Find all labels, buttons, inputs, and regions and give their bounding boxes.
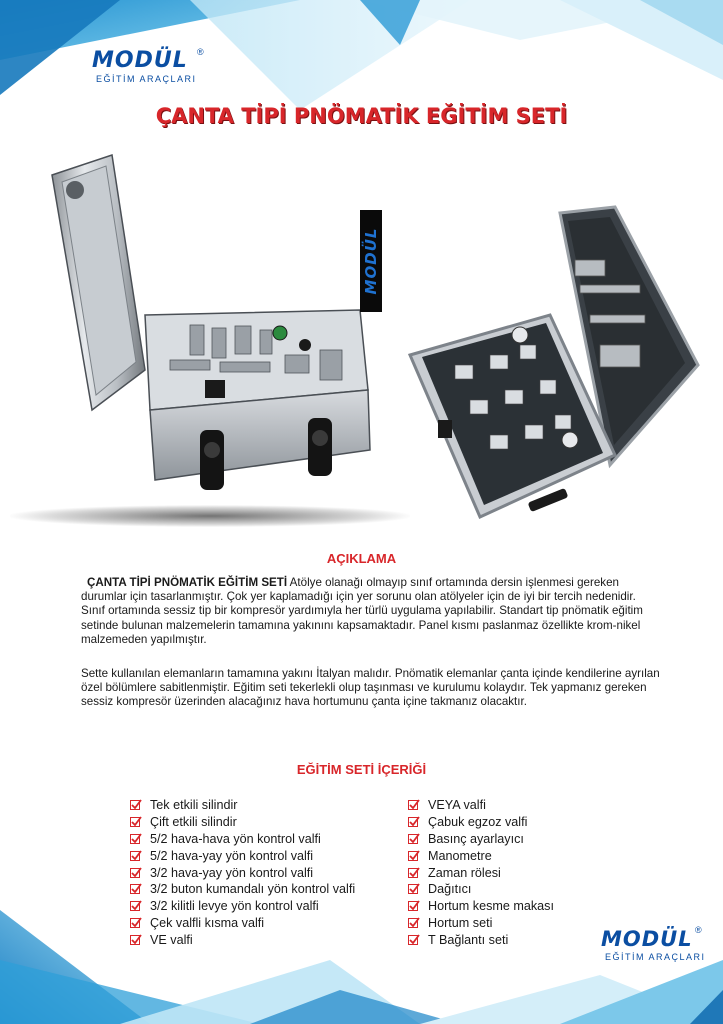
contents-list-item	[408, 864, 554, 881]
vertical-brand-logo	[360, 210, 382, 312]
brand-name: MODÜL	[92, 48, 188, 73]
contents-item-label: Çabuk egzoz valfi	[428, 815, 528, 830]
checkbox-checked-icon	[408, 800, 418, 810]
contents-list-item	[130, 881, 355, 898]
checkbox-checked-icon	[408, 868, 418, 878]
contents-list-item	[130, 898, 355, 915]
contents-item-label: Zaman rölesi	[428, 865, 501, 880]
checkbox-checked-icon	[130, 834, 140, 844]
checkbox-checked-icon	[408, 834, 418, 844]
footer-registered-mark: ®	[695, 925, 702, 935]
contents-item-label: Çift etkili silindir	[150, 815, 237, 830]
description-product-name: ÇANTA TİPİ PNÖMATİK EĞİTİM SETİ	[87, 576, 288, 589]
contents-item-label: Manometre	[428, 848, 492, 863]
brand-tagline: EĞİTİM ARAÇLARI	[96, 74, 197, 84]
checkbox-checked-icon	[130, 901, 140, 911]
contents-list-item	[130, 797, 355, 814]
contents-item-label: VEYA valfi	[428, 798, 486, 813]
contents-list-item	[130, 831, 355, 848]
brand-logo	[92, 47, 212, 84]
contents-list-left	[130, 797, 355, 948]
contents-list-item	[130, 931, 355, 948]
contents-list-item	[130, 915, 355, 932]
description-paragraph-1-text: Atölye olanağı olmayıp sınıf ortamında dersin işlenmesi gereken durumlar için tasarlanmıştır. Çok yer kaplamadığı için yer sorunu olan atölyeler için de iyi bir tercih nedenidir. Sınıf ortamında sessiz tip bir kompresör yardımıyla her türlü uygulama yapılabilir. Standart tip pnömatik eğitim setinde bulunan malzemelerin tamamına yakınını kapsamaktadır. Panel kısmı paslanmaz özellikte krom-nikel malzemeden yapılmıştır.	[81, 576, 643, 646]
checkbox-checked-icon	[408, 918, 418, 928]
description-paragraph-1	[81, 576, 661, 647]
contents-item-label: Basınç ayarlayıcı	[428, 831, 524, 846]
contents-heading: EĞİTİM SETİ İÇERİĞİ	[296, 762, 427, 777]
contents-list-item	[408, 915, 554, 932]
contents-item-label: T Bağlantı seti	[428, 932, 509, 947]
registered-mark: ®	[197, 47, 204, 57]
checkbox-checked-icon	[408, 817, 418, 827]
contents-list-item	[408, 847, 554, 864]
contents-list-item	[408, 797, 554, 814]
contents-item-label: Dağıtıcı	[428, 882, 472, 897]
checkbox-checked-icon	[408, 901, 418, 911]
contents-item-label: Hortum seti	[428, 915, 493, 930]
footer-brand-name: MODÜL	[601, 927, 693, 951]
checkbox-checked-icon	[130, 918, 140, 928]
page-title: ÇANTA TİPİ PNÖMATİK EĞİTİM SETİ	[155, 104, 568, 128]
footer-brand-logo	[601, 925, 711, 962]
vertical-brand-name: MODÜL	[362, 227, 380, 295]
description-paragraph-2: Sette kullanılan elemanların tamamına yakını İtalyan malıdır. Pnömatik elemanlar çanta içinde kendilerine ayrılan özel bölümlere sabitlenmiştir. Eğitim seti tekerlekli olup taşınması ve kurulumu kolaydır. Tek yapmanız gereken sessiz kompresör üzerinden alacağınız hava hortumunu çanta içine takmanız olacaktır.	[81, 667, 660, 709]
checkbox-checked-icon	[130, 868, 140, 878]
contents-item-label: Hortum kesme makası	[428, 899, 554, 914]
contents-list-item	[408, 898, 554, 915]
contents-list-right	[408, 797, 554, 948]
contents-item-label: 5/2 hava-hava yön kontrol valfi	[150, 831, 321, 846]
footer-brand-tagline: EĞİTİM ARAÇLARI	[605, 952, 706, 962]
checkbox-checked-icon	[408, 935, 418, 945]
checkbox-checked-icon	[408, 851, 418, 861]
contents-item-label: 5/2 hava-yay yön kontrol valfi	[150, 848, 314, 863]
contents-list-item	[408, 831, 554, 848]
checkbox-checked-icon	[130, 800, 140, 810]
checkbox-checked-icon	[130, 817, 140, 827]
contents-list-item	[130, 847, 355, 864]
contents-list-item	[130, 814, 355, 831]
checkbox-checked-icon	[130, 851, 140, 861]
contents-item-label: 3/2 buton kumandalı yön kontrol valfi	[150, 882, 356, 897]
contents-list-item	[408, 931, 554, 948]
contents-item-label: Tek etkili silindir	[150, 798, 238, 813]
contents-item-label: 3/2 kilitli levye yön kontrol valfi	[150, 899, 319, 914]
product-photo-case-open	[40, 150, 390, 510]
checkbox-checked-icon	[130, 884, 140, 894]
description-heading: AÇIKLAMA	[326, 551, 397, 566]
product-photo-case-panel	[400, 205, 705, 525]
contents-item-label: VE valfi	[150, 932, 193, 947]
contents-list-item	[130, 864, 355, 881]
checkbox-checked-icon	[130, 935, 140, 945]
contents-item-label: 3/2 hava-yay yön kontrol valfi	[150, 865, 314, 880]
contents-item-label: Çek valfli kısma valfi	[150, 915, 265, 930]
checkbox-checked-icon	[408, 884, 418, 894]
contents-list-item	[408, 814, 554, 831]
contents-list-item	[408, 881, 554, 898]
